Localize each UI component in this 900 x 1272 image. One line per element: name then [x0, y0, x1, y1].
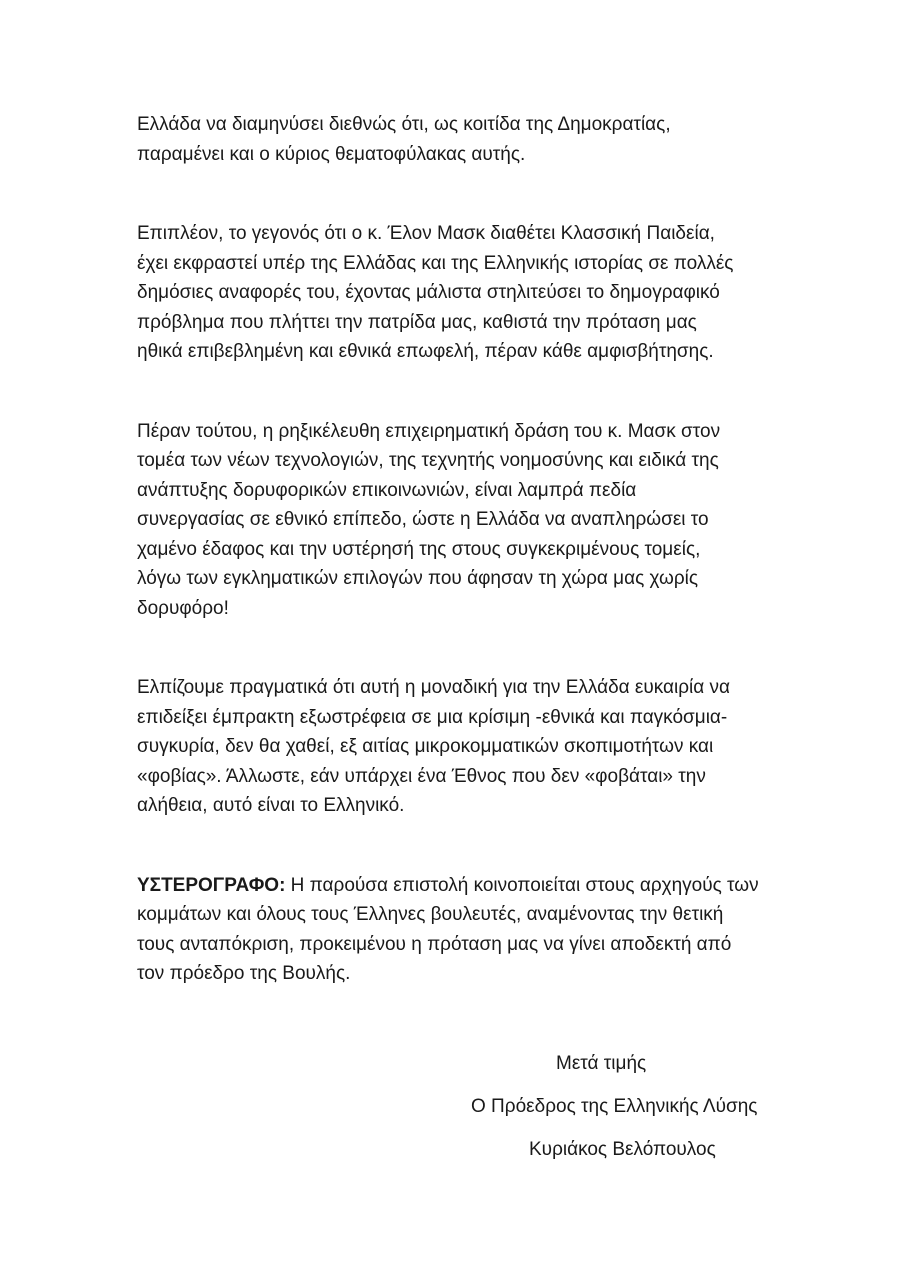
text-line: ανάπτυξης δορυφορικών επικοινωνιών, είναι λαμπρά πεδία: [137, 479, 637, 501]
postscript-text: Η παρούσα επιστολή κοινοποιείται στους αρχηγούς των: [285, 874, 759, 896]
paragraph-spacer: [137, 821, 777, 871]
text-line: Ελλάδα να διαμηνύσει διεθνώς ότι, ως κοιτίδα της Δημοκρατίας,: [137, 114, 671, 135]
text-line: Επιπλέον, το γεγονός ότι ο κ. Έλον Μασκ διαθέτει Κλασσική Παιδεία,: [137, 223, 715, 244]
text-line: λόγω των εγκληματικών επιλογών που άφησαν τη χώρα μας χωρίς: [137, 568, 699, 589]
text-line: τους ανταπόκριση, προκειμένου η πρόταση μας να γίνει αποδεκτή από: [137, 933, 732, 955]
text-line: δημόσιες αναφορές του, έχοντας μάλιστα στηλιτεύσει το δημογραφικό: [137, 282, 720, 303]
text-line: Πέραν τούτου, η ρηξικέλευθη επιχειρηματική δράση του κ. Μασκ στον: [137, 420, 721, 442]
text-line: χαμένο έδαφος και την υστέρησή της στους συγκεκριμένους τομείς,: [137, 538, 701, 560]
text-line: ηθικά επιβεβλημένη και εθνικά επωφελή, πέραν κάθε αμφισβήτησης.: [137, 341, 714, 362]
paragraph-3: [137, 417, 777, 624]
closing-text: Μετά τιμής: [556, 1053, 647, 1074]
text-line: δορυφόρο!: [137, 597, 229, 619]
paragraph-spacer: [137, 367, 777, 417]
signer-name: Κυριάκος Βελόπουλος: [529, 1139, 716, 1160]
text-line: συνεργασίας σε εθνικό επίπεδο, ώστε η Ελλάδα να αναπληρώσει το: [137, 509, 709, 530]
text-line: συγκυρία, δεν θα χαθεί, εξ αιτίας μικροκομματικών σκοπιμοτήτων και: [137, 736, 714, 757]
text-line: τομέα των νέων τεχνολογιών, της τεχνητής νοημοσύνης και ειδικά της: [137, 450, 719, 471]
postscript: [137, 871, 777, 989]
text-line: αλήθεια, αυτό είναι το Ελληνικό.: [137, 795, 405, 816]
text-line: παραμένει και ο κύριος θεματοφύλακας αυτής.: [137, 143, 526, 165]
letter-body: [137, 110, 777, 989]
postscript-first-line: [137, 871, 777, 901]
paragraph-1: [137, 110, 777, 169]
signer-title: Ο Πρόεδρος της Ελληνικής Λύσης: [471, 1096, 758, 1117]
text-line: «φοβίας». Άλλωστε, εάν υπάρχει ένα Έθνος που δεν «φοβάται» την: [137, 765, 706, 787]
paragraph-spacer: [137, 169, 777, 219]
text-line: κομμάτων και όλους τους Έλληνες βουλευτές, αναμένοντας την θετική: [137, 904, 724, 925]
postscript-label: ΥΣΤΕΡΟΓΡΑΦΟ:: [137, 874, 286, 896]
text-line: τον πρόεδρο της Βουλής.: [137, 963, 351, 984]
paragraph-spacer: [137, 623, 777, 673]
text-line: επιδείξει έμπρακτη εξωστρέφεια σε μια κρίσιμη -εθνικά και παγκόσμια-: [137, 706, 728, 728]
paragraph-4: [137, 673, 777, 821]
text-line: Ελπίζουμε πραγματικά ότι αυτή η μοναδική για την Ελλάδα ευκαιρία να: [137, 677, 731, 698]
text-line: πρόβλημα που πλήττει την πατρίδα μας, καθιστά την πρόταση μας: [137, 311, 697, 333]
paragraph-2: [137, 219, 777, 367]
text-line: έχει εκφραστεί υπέρ της Ελλάδας και της Ελληνικής ιστορίας σε πολλές: [137, 252, 734, 274]
